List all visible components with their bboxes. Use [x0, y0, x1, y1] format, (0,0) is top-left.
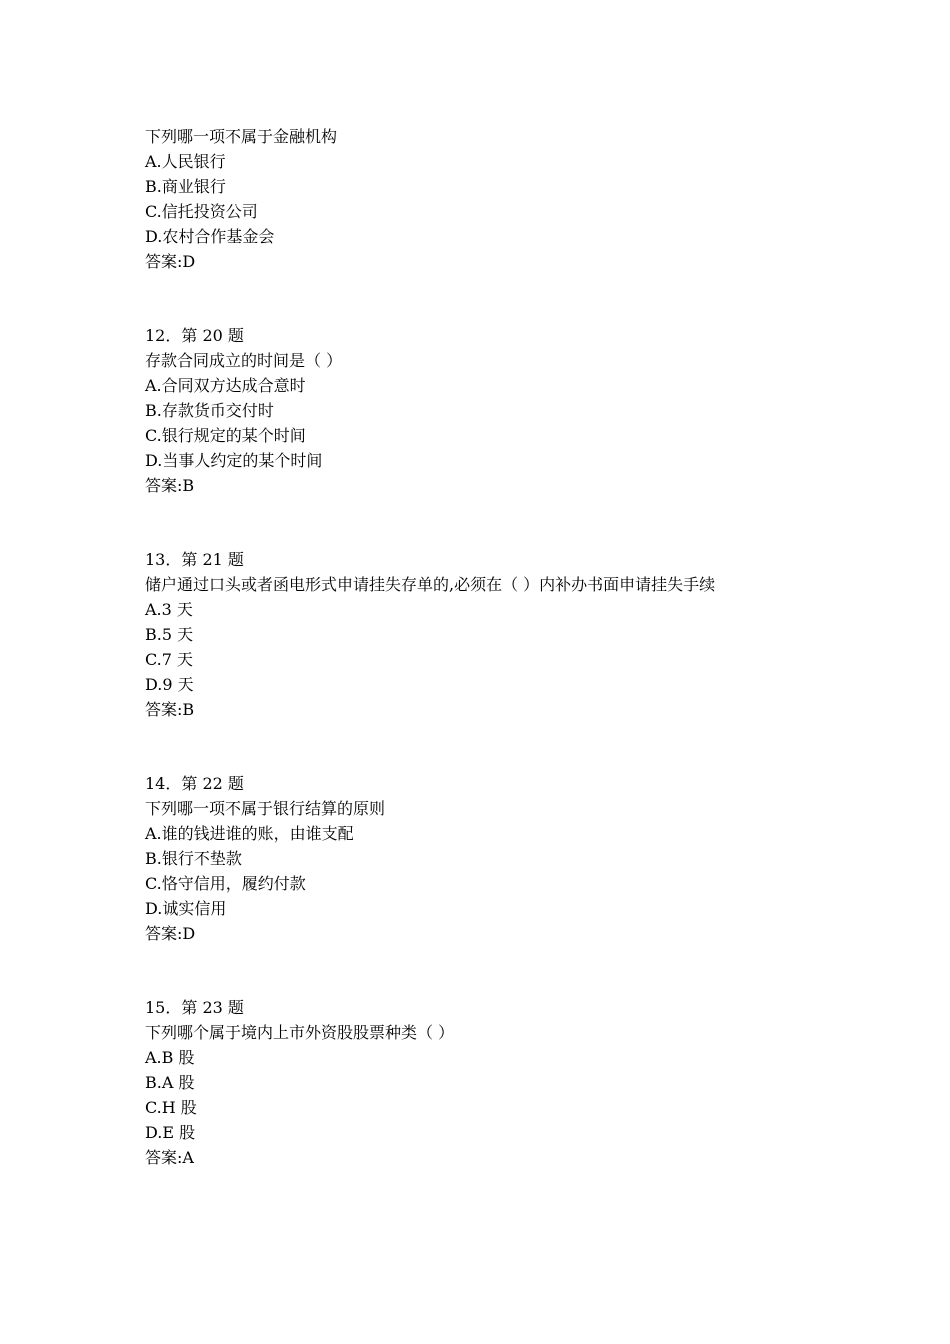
option-c: C.H 股 — [145, 1098, 197, 1117]
answer-line: 答案:B — [145, 476, 195, 495]
option-d: D.E 股 — [145, 1123, 196, 1142]
option-c: C.银行规定的某个时间 — [145, 426, 306, 445]
option-c: C.信托投资公司 — [145, 202, 258, 221]
question-stem: 存款合同成立的时间是（ ） — [145, 351, 343, 370]
question-header: 12．第 20 题 — [145, 326, 244, 345]
option-d: D.农村合作基金会 — [145, 227, 275, 246]
question-block — [145, 771, 905, 946]
question-header: 14．第 22 题 — [145, 774, 244, 793]
answer-line: 答案:D — [145, 252, 196, 271]
question-block — [145, 323, 905, 498]
answer-line: 答案:B — [145, 700, 195, 719]
option-b: B.商业银行 — [145, 177, 226, 196]
question-block — [145, 547, 905, 722]
spacer — [145, 274, 905, 323]
question-stem: 储户通过口头或者函电形式申请挂失存单的,必须在（ ）内补办书面申请挂失手续 — [145, 575, 716, 594]
answer-line: 答案:D — [145, 924, 196, 943]
spacer — [145, 946, 905, 995]
option-a: A.人民银行 — [145, 152, 226, 171]
option-d: D.当事人约定的某个时间 — [145, 451, 323, 470]
option-b: B.5 天 — [145, 625, 194, 644]
option-b: B.银行不垫款 — [145, 849, 242, 868]
option-b: B.存款货币交付时 — [145, 401, 274, 420]
spacer — [145, 722, 905, 771]
question-header: 13．第 21 题 — [145, 550, 244, 569]
option-d: D.诚实信用 — [145, 899, 227, 918]
option-a: A.3 天 — [145, 600, 193, 619]
option-c: C.7 天 — [145, 650, 194, 669]
option-b: B.A 股 — [145, 1073, 195, 1092]
option-d: D.9 天 — [145, 675, 194, 694]
question-stem: 下列哪一项不属于银行结算的原则 — [145, 799, 386, 818]
option-c: C.恪守信用，履约付款 — [145, 874, 306, 893]
answer-line: 答案:A — [145, 1148, 194, 1167]
question-stem: 下列哪个属于境内上市外资股股票种类（ ） — [145, 1023, 455, 1042]
document-page — [145, 124, 905, 1170]
spacer — [145, 498, 905, 547]
question-block — [145, 995, 905, 1170]
question-block — [145, 124, 905, 274]
option-a: A.合同双方达成合意时 — [145, 376, 306, 395]
option-a: A.谁的钱进谁的账，由谁支配 — [145, 824, 354, 843]
option-a: A.B 股 — [145, 1048, 195, 1067]
question-header: 15．第 23 题 — [145, 998, 244, 1017]
question-stem: 下列哪一项不属于金融机构 — [145, 127, 338, 146]
